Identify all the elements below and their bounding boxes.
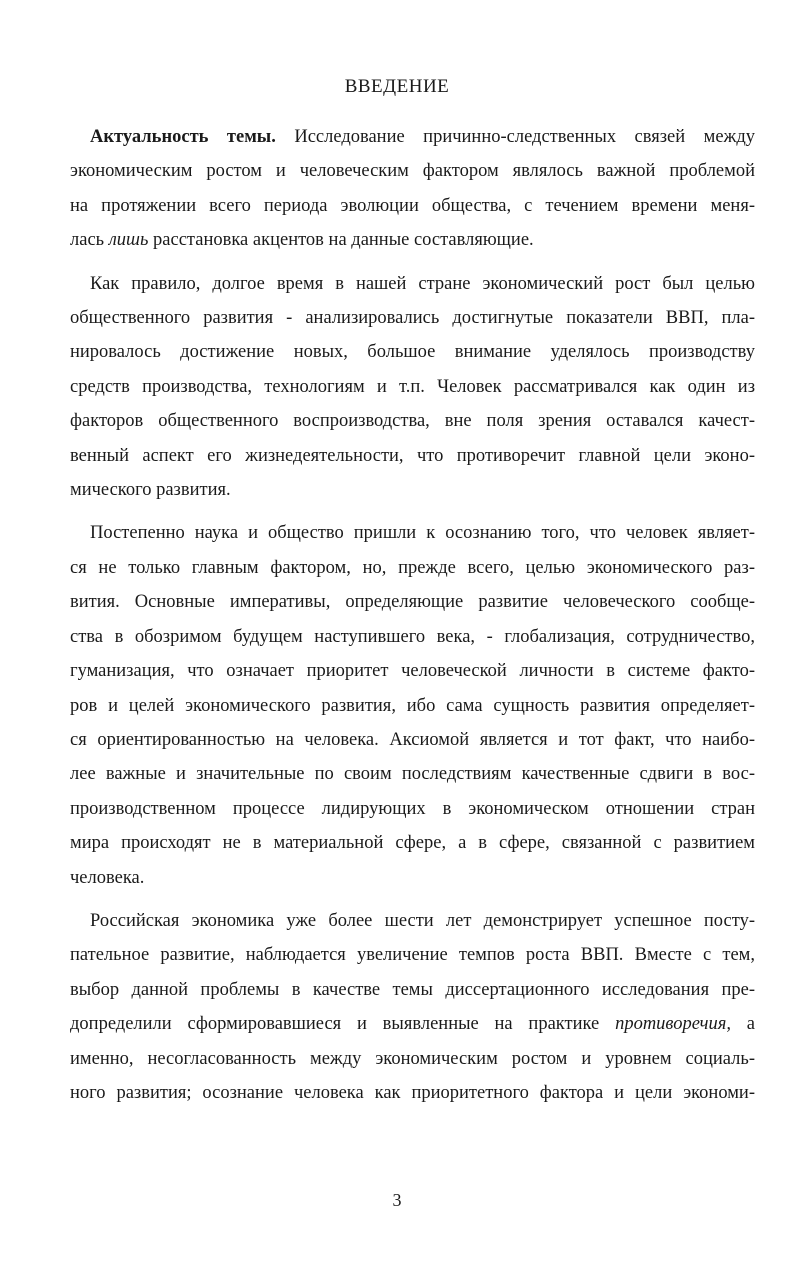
paragraph-relevance <box>70 120 755 258</box>
text-line: Российская экономика уже более шести лет демонстрирует успешное посту- <box>90 910 755 931</box>
text-line: ся не только главным фактором, но, прежде всего, целью экономического раз- <box>70 557 755 578</box>
page-title: ВВЕДЕНИЕ <box>344 76 450 97</box>
text-line: венный аспект его жизнедеятельности, что противоречит главной цели эконо- <box>70 445 755 466</box>
text-line: человека. <box>70 867 145 888</box>
text-line: нировалось достижение новых, большое внимание уделялось производству <box>70 342 755 363</box>
text-line: допределили сформировавшиеся и выявленные на практике противоречия, а <box>70 1014 755 1035</box>
text-line: лее важные и значительные по своим последствиям качественные сдвиги в вос- <box>70 764 755 785</box>
text-line: мического развития. <box>70 480 231 501</box>
paragraph-human-factor <box>70 516 755 894</box>
text-line: Как правило, долгое время в нашей стране экономический рост был целью <box>90 273 755 294</box>
page-number: 3 <box>392 1190 402 1210</box>
text-line: ров и целей экономического развития, ибо сама сущность развития определяет- <box>70 695 755 716</box>
body-text <box>70 120 755 1110</box>
text-line: Актуальность темы. Исследование причинно-следственных связей между <box>90 127 755 147</box>
text-line: факторов общественного воспроизводства, вне поля зрения оставался качест- <box>70 411 755 432</box>
paragraph-russian-economy <box>70 904 755 1110</box>
text-line: выбор данной проблемы в качестве темы диссертационного исследования пре- <box>70 979 755 1000</box>
text-line: именно, несогласованность между экономическим ростом и уровнем социаль- <box>70 1048 755 1069</box>
text-line: ства в обозримом будущем наступившего века, - глобализация, сотрудничество, <box>70 626 755 647</box>
paragraph-economic-growth <box>70 267 755 508</box>
text-line: производственном процессе лидирующих в экономическом отношении стран <box>70 798 755 819</box>
text-line: общественного развития - анализировались достигнутые показатели ВВП, пла- <box>70 308 755 329</box>
text-line: мира происходят не в материальной сфере, а в сфере, связанной с развитием <box>70 833 755 854</box>
text-line: экономическим ростом и человеческим фактором являлось важной проблемой <box>70 161 755 182</box>
text-line: на протяжении всего периода эволюции общества, с течением времени меня- <box>70 195 755 216</box>
text-line: ся ориентированностью на человека. Аксиомой является и тот факт, что наибо- <box>70 729 755 750</box>
text-line: лась лишь расстановка акцентов на данные составляющие. <box>70 230 534 251</box>
text-line: пательное развитие, наблюдается увеличение темпов роста ВВП. Вместе с тем, <box>70 945 755 966</box>
text-line: средств производства, технологиям и т.п. Человек рассматривался как один из <box>70 376 755 397</box>
text-line: ного развития; осознание человека как приоритетного фактора и цели экономи- <box>70 1082 755 1103</box>
text-line: Постепенно наука и общество пришли к осознанию того, что человек являет- <box>90 523 755 544</box>
text-line: гуманизация, что означает приоритет человеческой личности в системе факто- <box>70 661 755 682</box>
text-line: вития. Основные императивы, определяющие развитие человеческого сообще- <box>70 592 755 613</box>
